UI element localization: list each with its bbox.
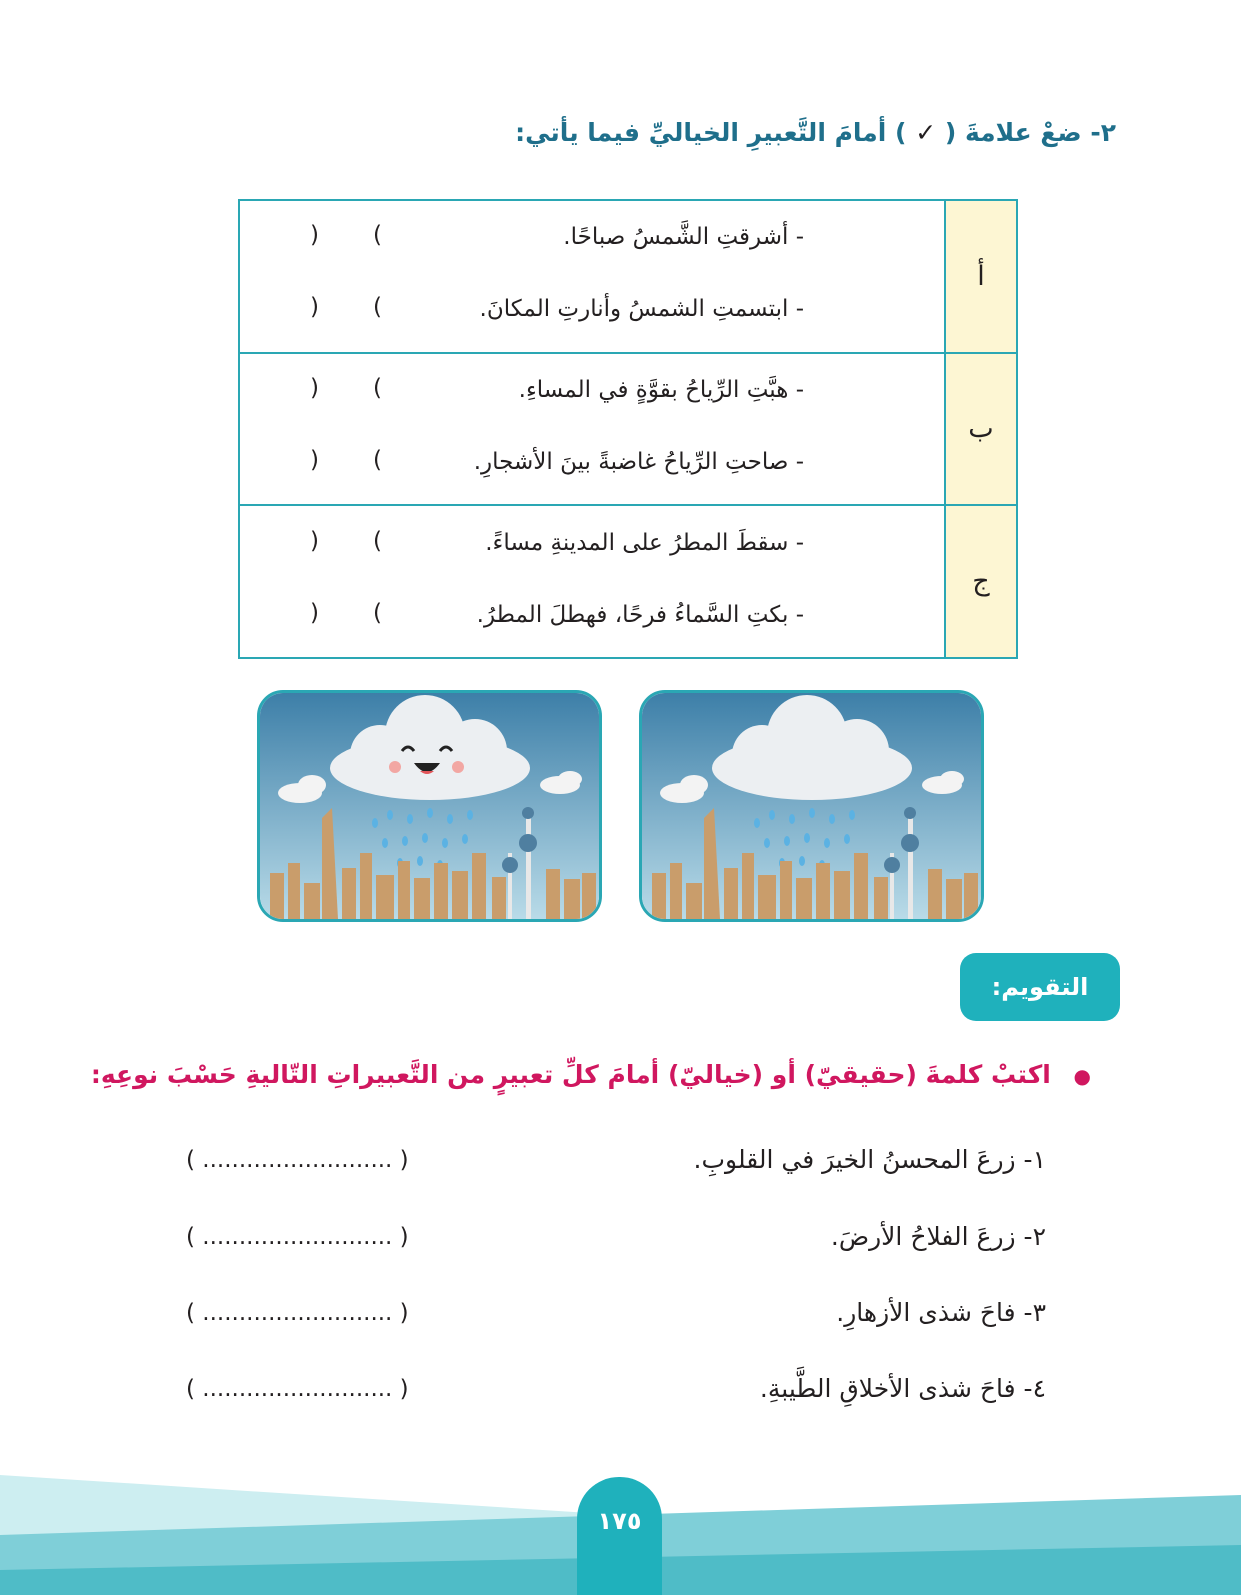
- page-number: ١٧٥: [577, 1477, 662, 1595]
- list-item: [186, 1145, 1046, 1195]
- expression-text: ٤- فاحَ شذى الأخلاقِ الطَّيبةِ.: [759, 1374, 1046, 1403]
- question-prefix: ٢- ضعْ علامةَ (: [944, 118, 1116, 147]
- group-items: [239, 353, 945, 506]
- table-row: [239, 505, 1017, 658]
- group-letter: ب: [945, 353, 1017, 506]
- statement-text: - أشرقتِ الشَّمسُ صباحًا.: [563, 224, 804, 251]
- group-items: [239, 505, 945, 658]
- statement-text: - هبَّتِ الرِّياحُ بقوَّةٍ في المساءِ.: [518, 376, 804, 403]
- evaluation-badge: التقويم:: [960, 953, 1120, 1021]
- list-item: [186, 1298, 1046, 1348]
- checkmark-icon: ✓: [915, 118, 937, 147]
- statement-text: - ابتسمتِ الشمسُ وأنارتِ المكانَ.: [479, 296, 804, 323]
- question-title: [416, 118, 1116, 147]
- statement-row: [240, 429, 944, 501]
- instruction-text: اكتبْ كلمةَ (حقيقيّ) أو (خياليّ) أمامَ كلِّ تعبيرٍ من التَّعبيراتِ التّاليةِ حَسْبَ نوعِهِ:: [90, 1060, 1051, 1089]
- group-letter: أ: [945, 200, 1017, 353]
- group-letter: ج: [945, 505, 1017, 658]
- list-item: [186, 1374, 1046, 1424]
- statement-row: [240, 276, 944, 348]
- question-suffix: ) أمامَ التَّعبيرِ الخياليِّ فيما يأتي:: [515, 118, 907, 147]
- paren-open: (: [373, 374, 382, 401]
- bullet-icon: ●: [1073, 1064, 1091, 1088]
- answer-field[interactable]: ( .......................... ): [186, 1224, 409, 1250]
- answer-field[interactable]: ( .......................... ): [186, 1376, 409, 1402]
- happy-cloud-illustration: [260, 693, 599, 919]
- paren-open: (: [373, 599, 382, 626]
- paren-open: (: [373, 527, 382, 554]
- list-item: [186, 1222, 1046, 1272]
- paren-close: ): [310, 446, 319, 473]
- expression-text: ٣- فاحَ شذى الأزهارِ.: [836, 1298, 1046, 1327]
- paren-close: ): [310, 374, 319, 401]
- expression-text: ٢- زرعَ الفلاحُ الأرضَ.: [830, 1222, 1046, 1251]
- plain-cloud-illustration: [642, 693, 981, 919]
- paren-close: ): [310, 294, 319, 321]
- paren-close: ): [310, 527, 319, 554]
- expression-text: ١- زرعَ المحسنُ الخيرَ في القلوبِ.: [693, 1145, 1046, 1174]
- evaluation-instruction: [91, 1060, 1091, 1089]
- table-row: [239, 353, 1017, 506]
- plain-rain-cloud-image: [639, 690, 984, 922]
- paren-open: (: [373, 222, 382, 249]
- statement-row: [240, 204, 944, 276]
- statement-text: - بكتِ السَّماءُ فرحًا، فهطلَ المطرُ.: [476, 601, 804, 628]
- statement-row: [240, 510, 944, 582]
- statement-row: [240, 582, 944, 654]
- statement-text: - سقطَ المطرُ على المدينةِ مساءً.: [485, 529, 804, 556]
- answer-field[interactable]: ( .......................... ): [186, 1147, 409, 1173]
- paren-close: ): [310, 222, 319, 249]
- table-row: [239, 200, 1017, 353]
- choices-table: [238, 199, 1018, 659]
- paren-open: (: [373, 294, 382, 321]
- answer-field[interactable]: ( .......................... ): [186, 1300, 409, 1326]
- happy-rain-cloud-image: [257, 690, 602, 922]
- statement-row: [240, 357, 944, 429]
- group-items: [239, 200, 945, 353]
- statement-text: - صاحتِ الرِّياحُ غاضبةً بينَ الأشجارِ.: [473, 448, 804, 475]
- paren-close: ): [310, 599, 319, 626]
- paren-open: (: [373, 446, 382, 473]
